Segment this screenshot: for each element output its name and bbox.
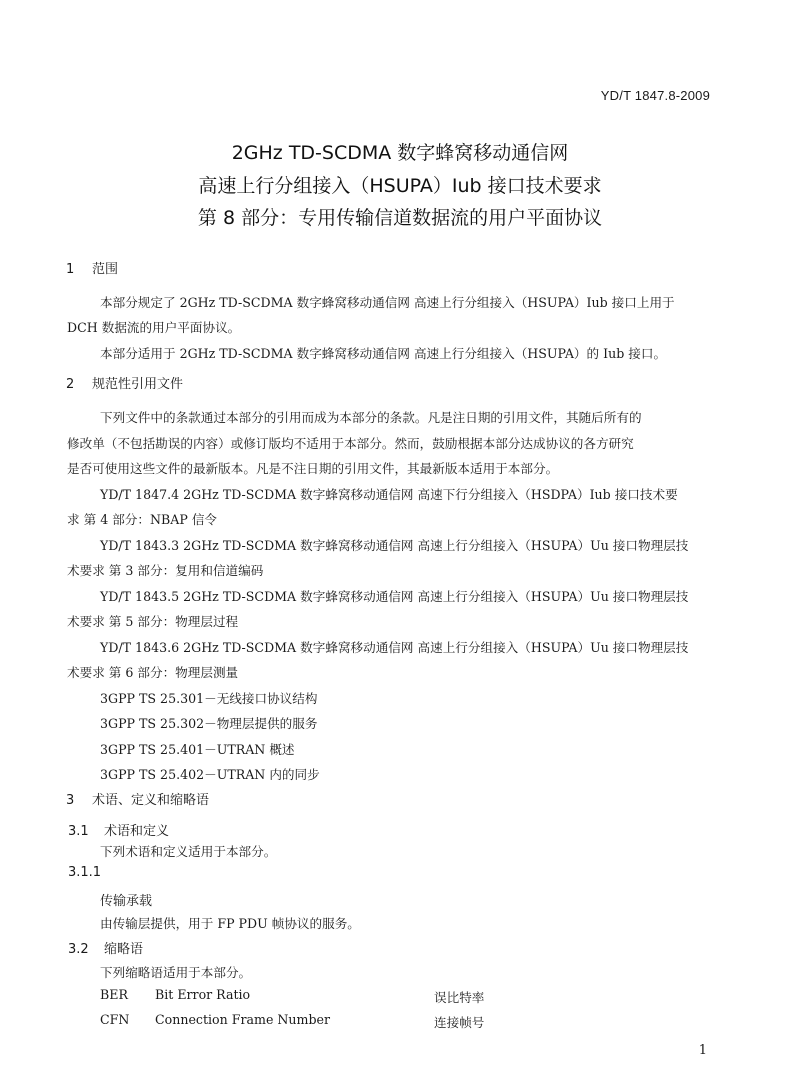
section-number: 2 (66, 377, 75, 392)
section-title: 范围 (92, 262, 119, 277)
paragraph: 修改单（不包括勘误的内容）或修订版均不适用于本部分。然而，鼓励根据本部分达成协议的各方研究 (67, 436, 634, 451)
paragraph: 下列文件中的条款通过本部分的引用而成为本部分的条款。凡是注日期的引用文件，其随后所有的 (100, 410, 642, 425)
term-heading: 传输承载 (100, 894, 153, 909)
reference-item-cont: 术要求 第 3 部分：复用和信道编码 (67, 563, 264, 578)
paragraph: 是否可使用这些文件的最新版本。凡是不注日期的引用文件，其最新版本适用于本部分。 (67, 461, 559, 476)
paragraph: DCH 数据流的用户平面协议。 (67, 320, 241, 335)
abbreviation-english: Bit Error Ratio (155, 987, 251, 1002)
paragraph: 本部分规定了 2GHz TD-SCDMA 数字蜂窝移动通信网 高速上行分组接入（HSUPA）Iub 接口上用于 (100, 295, 675, 310)
gpp-reference: 3GPP TS 25.401－UTRAN 概述 (100, 742, 295, 757)
standard-number: YD/T 1847.8-2009 (600, 88, 710, 103)
section-title: 缩略语 (104, 942, 144, 957)
reference-item: YD/T 1843.3 2GHz TD-SCDMA 数字蜂窝移动通信网 高速上行分组接入（HSUPA）Uu 接口物理层技 (100, 538, 689, 553)
gpp-reference: 3GPP TS 25.301－无线接口协议结构 (100, 691, 318, 706)
abbreviation-code: CFN (100, 1012, 130, 1027)
abbreviation-code: BER (100, 987, 128, 1002)
section-number: 3.2 (68, 942, 89, 957)
page-number: 1 (698, 1043, 707, 1058)
document-title-line-2: 高速上行分组接入（HSUPA）Iub 接口技术要求 (198, 175, 602, 197)
gpp-reference: 3GPP TS 25.302－物理层提供的服务 (100, 716, 318, 731)
section-3-1-heading (68, 820, 169, 839)
reference-item-cont: 术要求 第 5 部分：物理层过程 (67, 614, 239, 629)
abbreviation-chinese: 连接帧号 (434, 1015, 485, 1030)
section-3-1-1-number: 3.1.1 (68, 865, 102, 880)
reference-item: YD/T 1847.4 2GHz TD-SCDMA 数字蜂窝移动通信网 高速下行分组接入（HSDPA）Iub 接口技术要 (100, 487, 678, 502)
gpp-reference: 3GPP TS 25.402－UTRAN 内的同步 (100, 767, 320, 782)
term-definition: 由传输层提供，用于 FP PDU 帧协议的服务。 (100, 916, 360, 931)
paragraph: 下列术语和定义适用于本部分。 (100, 844, 277, 859)
section-number: 3 (66, 793, 75, 808)
paragraph: 本部分适用于 2GHz TD-SCDMA 数字蜂窝移动通信网 高速上行分组接入（HSUPA）的 Iub 接口。 (100, 346, 667, 361)
section-title: 规范性引用文件 (92, 377, 184, 392)
paragraph: 下列缩略语适用于本部分。 (100, 965, 252, 980)
section-1-heading (66, 258, 118, 277)
abbreviation-chinese: 误比特率 (434, 990, 485, 1005)
section-number: 3.1 (68, 824, 89, 839)
reference-item-cont: 求 第 4 部分：NBAP 信令 (67, 512, 218, 527)
section-3-heading (66, 789, 209, 808)
reference-item: YD/T 1843.5 2GHz TD-SCDMA 数字蜂窝移动通信网 高速上行分组接入（HSUPA）Uu 接口物理层技 (100, 589, 689, 604)
abbreviation-english: Connection Frame Number (155, 1012, 331, 1027)
section-title: 术语、定义和缩略语 (92, 793, 210, 808)
section-2-heading (66, 373, 183, 392)
section-number: 1 (66, 262, 75, 277)
document-title-line-1: 2GHz TD-SCDMA 数字蜂窝移动通信网 (231, 142, 569, 164)
reference-item: YD/T 1843.6 2GHz TD-SCDMA 数字蜂窝移动通信网 高速上行分组接入（HSUPA）Uu 接口物理层技 (100, 640, 689, 655)
section-title: 术语和定义 (104, 824, 170, 839)
reference-item-cont: 术要求 第 6 部分：物理层测量 (67, 665, 239, 680)
document-title-line-3: 第 8 部分：专用传输信道数据流的用户平面协议 (197, 207, 603, 229)
section-3-2-heading (68, 938, 143, 957)
